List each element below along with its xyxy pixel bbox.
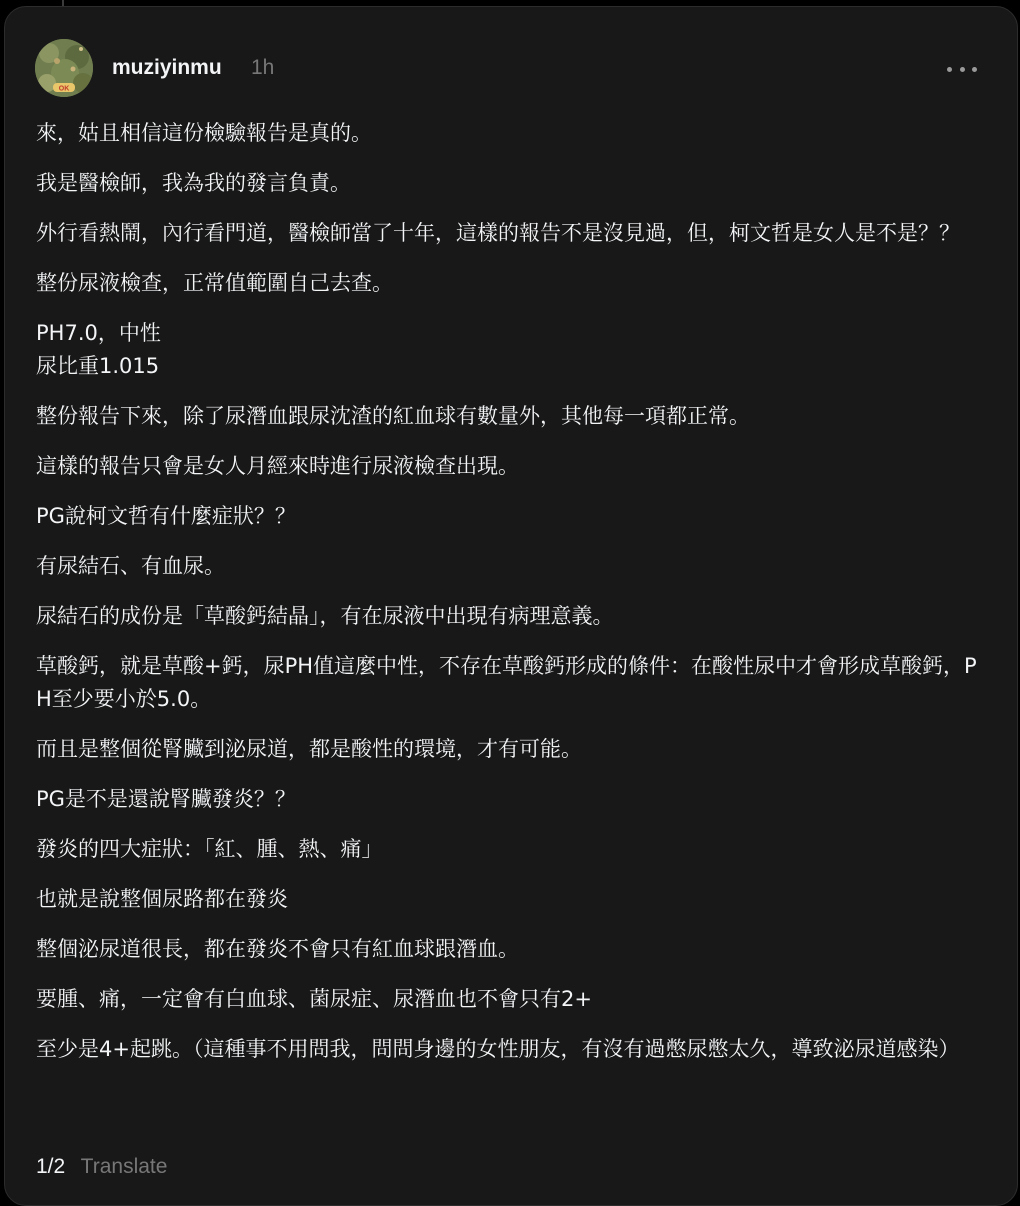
- post-paragraph: 我是醫檢師，我為我的發言負責。: [36, 171, 351, 195]
- post-card: [4, 6, 1018, 1206]
- avatar[interactable]: [35, 39, 93, 97]
- post-paragraph: 這樣的報告只會是女人月經來時進行尿液檢查出現。: [36, 454, 519, 478]
- page-indicator: 1/2: [36, 1155, 66, 1178]
- post-paragraph: PH7.0，中性 尿比重1.015: [36, 321, 161, 378]
- post-paragraph: 要腫、痛，一定會有白血球、菌尿症、尿潛血也不會只有2+: [36, 987, 592, 1011]
- post-paragraph: 整份報告下來，除了尿潛血跟尿沈渣的紅血球有數量外，其他每一項都正常。: [36, 404, 750, 428]
- post-paragraph: 來，姑且相信這份檢驗報告是真的。: [36, 121, 372, 145]
- more-horizontal-icon-dot: [960, 67, 965, 72]
- post-footer: [36, 1152, 167, 1182]
- avatar-image: [35, 39, 93, 97]
- post-paragraph: PG說柯文哲有什麼症狀？？: [36, 504, 296, 528]
- author-username[interactable]: muziyinmu: [112, 56, 222, 79]
- post-timestamp: 1h: [251, 56, 275, 79]
- post-paragraph: 整份尿液檢查，正常值範圍自己去查。: [36, 271, 393, 295]
- post-paragraph: 草酸鈣，就是草酸+鈣，尿PH值這麼中性，不存在草酸鈣形成的條件：在酸性尿中才會形成草酸鈣，PH至少要小於5.0。: [36, 654, 977, 711]
- translate-link[interactable]: Translate: [80, 1155, 168, 1178]
- more-horizontal-icon: [947, 67, 952, 72]
- post-paragraph: 外行看熱鬧，內行看門道，醫檢師當了十年，這樣的報告不是沒見過，但，柯文哲是女人是不是？？: [36, 221, 960, 245]
- post-paragraph: 整個泌尿道很長，都在發炎不會只有紅血球跟潛血。: [36, 937, 519, 961]
- svg-text:OK: OK: [58, 85, 70, 93]
- post-paragraph: 也就是說整個尿路都在發炎: [36, 887, 288, 911]
- post-paragraph: 尿結石的成份是「草酸鈣結晶」，有在尿液中出現有病理意義。: [36, 604, 614, 628]
- more-horizontal-icon-dot: [972, 67, 977, 72]
- more-options-button[interactable]: [947, 59, 977, 79]
- post-body: [36, 117, 986, 1083]
- post-paragraph: 發炎的四大症狀：「紅、腫、熱、痛」: [36, 837, 383, 861]
- post-paragraph: 有尿結石、有血尿。: [36, 554, 225, 578]
- post-paragraph: 至少是4+起跳。（這種事不用問我，問問身邊的女性朋友，有沒有過憋尿憋太久，導致泌尿道感染）: [36, 1037, 960, 1061]
- post-paragraph: PG是不是還說腎臟發炎？？: [36, 787, 296, 811]
- post-paragraph: 而且是整個從腎臟到泌尿道，都是酸性的環境，才有可能。: [36, 737, 582, 761]
